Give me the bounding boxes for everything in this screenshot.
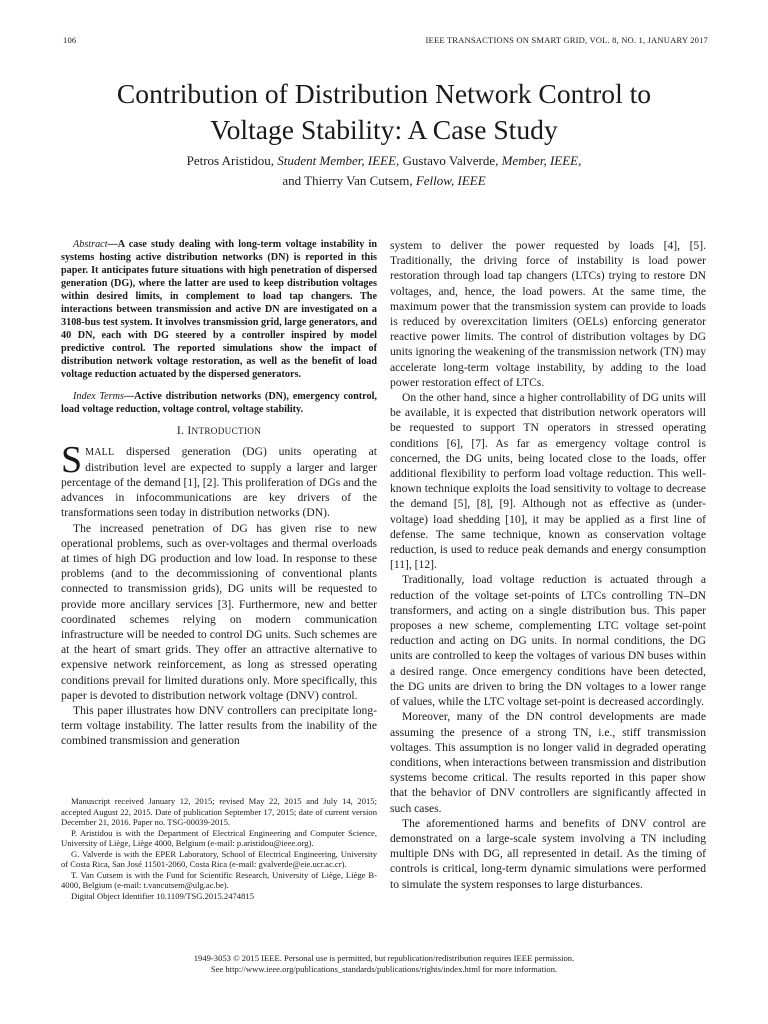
abstract <box>61 238 377 382</box>
page-number: 106 <box>63 35 77 45</box>
section-title: NTRODUCTION <box>191 425 262 436</box>
author-block <box>40 151 728 191</box>
authors-line-1: Petros Aristidou, Student Member, IEEE, Gustavo Valverde, Member, IEEE, <box>186 153 582 168</box>
lead-small-caps: MALL <box>85 446 115 458</box>
index-terms-label: Index Terms <box>73 390 124 402</box>
running-header <box>63 35 708 49</box>
footnote-manuscript: Manuscript received January 12, 2015; revised May 22, 2015 and July 14, 2015; accepted August 22, 2015. Date of publication September 17, 2015; date of current version December 21, 2016. Paper no. TSG-00039-2015. <box>61 796 377 827</box>
footnote-doi: Digital Object Identifier 10.1109/TSG.2015.2474815 <box>71 890 254 901</box>
author-membership: Student Member, IEEE <box>277 153 397 168</box>
left-column <box>61 238 377 749</box>
authors-line-2: and Thierry Van Cutsem, Fellow, IEEE <box>282 173 486 188</box>
author-membership: Fellow, IEEE <box>415 173 486 188</box>
paragraph-4: system to deliver the power requested by loads [4], [5]. Traditionally, the driving force of instability is load power restoration through load tap changers (LTCs) trying to restore DN voltages, and, hence, the load powers. At the same time, the maximum power that the transmission system can provide to loads is reduced by overexcitation limiters (OELs) enforcing generator reactive power limits. The control of distribution voltages by DG units ignoring the weakening of the transmission network (TN) may accelerate long-term voltage instability, by adding to the load power restoration effect of LTCs. <box>390 239 706 389</box>
copyright-notice <box>40 953 728 975</box>
footnotes <box>61 796 377 901</box>
paragraph-8: The aforementioned harms and benefits of DNV control are demonstrated on a large-scale system involving a TN including multiple DNs with DG, all represented in detail. As the timing of controls is critical, long-term dynamic simulations were performed to simulate the system responses to large disturbances. <box>390 816 706 891</box>
title-line-2: Voltage Stability: A Case Study <box>210 114 558 145</box>
author-name: Petros Aristidou <box>186 153 271 168</box>
paragraph-5: On the other hand, since a higher controllability of DG units will be available, it is expected that distribution network operators will be requested to support TN operators in stressed operating conditions [6], [7]. As far as emergency voltage control is concerned, the DG units, being located close to the loads, offer additional flexibility to perform load voltage reduction. This well-known technique exploits the load sensitivity to voltage to decrease the demand [5], [8], [9]. Although not as effective as (under-voltage) load shedding [10], it may be applied as a first line of defense. The same technique, known as conservation voltage reduction, is used to reduce peak demands and energy consumption [11], [12]. <box>390 391 706 572</box>
copyright-line-2: See http://www.ieee.org/publications_standards/publications/rights/index.html for more information. <box>210 964 558 974</box>
index-terms <box>61 390 377 416</box>
section-heading-introduction <box>61 424 377 437</box>
author-name: and Thierry Van Cutsem <box>282 173 410 188</box>
paragraph-1 <box>61 438 377 521</box>
index-terms-dash: — <box>123 390 135 402</box>
abstract-dash: — <box>107 239 118 250</box>
paper-title <box>40 76 728 148</box>
section-number: I. I <box>176 423 192 437</box>
index-terms-text: Active distribution networks (DN), emergency control, load voltage reduction, voltage control, voltage stability. <box>61 390 377 415</box>
footnote-valverde: G. Valverde is with the EPER Laboratory, School of Electrical Engineering, University of Costa Rica, San José 11501-2060, Costa Rica (e-mail: gvalverde@eie.ucr.ac.cr). <box>61 848 377 869</box>
title-line-1: Contribution of Distribution Network Control to <box>116 78 652 109</box>
right-column <box>390 238 706 892</box>
journal-citation: IEEE TRANSACTIONS ON SMART GRID, VOL. 8, NO. 1, JANUARY 2017 <box>425 35 708 45</box>
paragraph-2: The increased penetration of DG has given rise to new operational problems, such as over-voltages and thermal overloads at times of high DG production and low load. In response to these problems (and to the decommissioning of conventional plants connected to transmission grids), DG units will be requested to provide more ancillary services [3]. Furthermore, new and better coordinated schemes relying on modern communication infrastructure will be needed to control DG units. Such schemes are at the heart of smart grids. They offer an attractive alternative to expensive network reinforcement, as long as stressed operating conditions prevail for limited durations only. More specifically, this paper is devoted to distribution network voltage (DNV) control. <box>61 521 377 702</box>
paragraph-7: Moreover, many of the DN control developments are made assuming the presence of a strong TN, i.e., stiff transmission voltages. This assumption is no longer valid in degraded operating conditions, when interactions between transmission and distribution systems become critical. The results reported in this paper show that the behavior of DNV controllers are significantly affected in such cases. <box>390 710 706 815</box>
drop-cap: S <box>61 438 83 481</box>
paragraph-6: Traditionally, load voltage reduction is actuated through a reduction of the voltage set-points of LTCs controlling TN–DN transformers, and acting on a single distribution bus. This paper proposes a new scheme, complementing LTC voltage set-point reduction and acting on DG units. In normal conditions, the DG units are controlled to keep the voltages of various DN buses within a desired range. Once emergency conditions have been detected, the DG units are driven to bring the DN voltages to a lower range of values, while the LTC voltage set-point is decreased accordingly. <box>390 573 706 709</box>
paragraph-text: dispersed generation (DG) units operating at distribution level are expected to supply a larger and larger percentage of the demand [1], [2]. This proliferation of DGs and the advances in infocommunications are key drivers of the transformations seen today in distribution networks (DN). <box>61 444 377 520</box>
abstract-label: Abstract <box>73 239 108 250</box>
copyright-line-1: 1949-3053 © 2015 IEEE. Personal use is permitted, but republication/redistribution requires IEEE permission. <box>193 953 575 963</box>
abstract-text: A case study dealing with long-term voltage instability in systems hosting active distribution networks (DN) is reported in this paper. It anticipates future situations with high penetration of dispersed generation (DG), where the latter are used to keep distribution voltages within desired limits, in complement to load tap changers. The interactions between transmission and active DN are investigated on a 3108-bus test system. It involves transmission grid, large generators, and 40 DN, each with DG steered by a controller inspired by model predictive control. The reported simulations show the impact of distribution network voltage restoration, as well as the benefit of load voltage reduction actuated by the dispersed generators. <box>61 239 377 381</box>
author-membership: Member, IEEE <box>501 153 579 168</box>
footnote-aristidou: P. Aristidou is with the Department of Electrical Engineering and Computer Science, University of Liège, Liège 4000, Belgium (e-mail: p.aristidou@ieee.org). <box>61 827 377 848</box>
author-name: Gustavo Valverde <box>402 153 496 168</box>
footnote-vancutsem: T. Van Cutsem is with the Fund for Scientific Research, University of Liège, Liège B-4000, Belgium (e-mail: t.vancutsem@ulg.ac.be). <box>61 869 377 890</box>
paragraph-3: This paper illustrates how DNV controllers can precipitate long-term voltage instability. The latter results from the inability of the combined transmission and generation <box>61 704 377 748</box>
